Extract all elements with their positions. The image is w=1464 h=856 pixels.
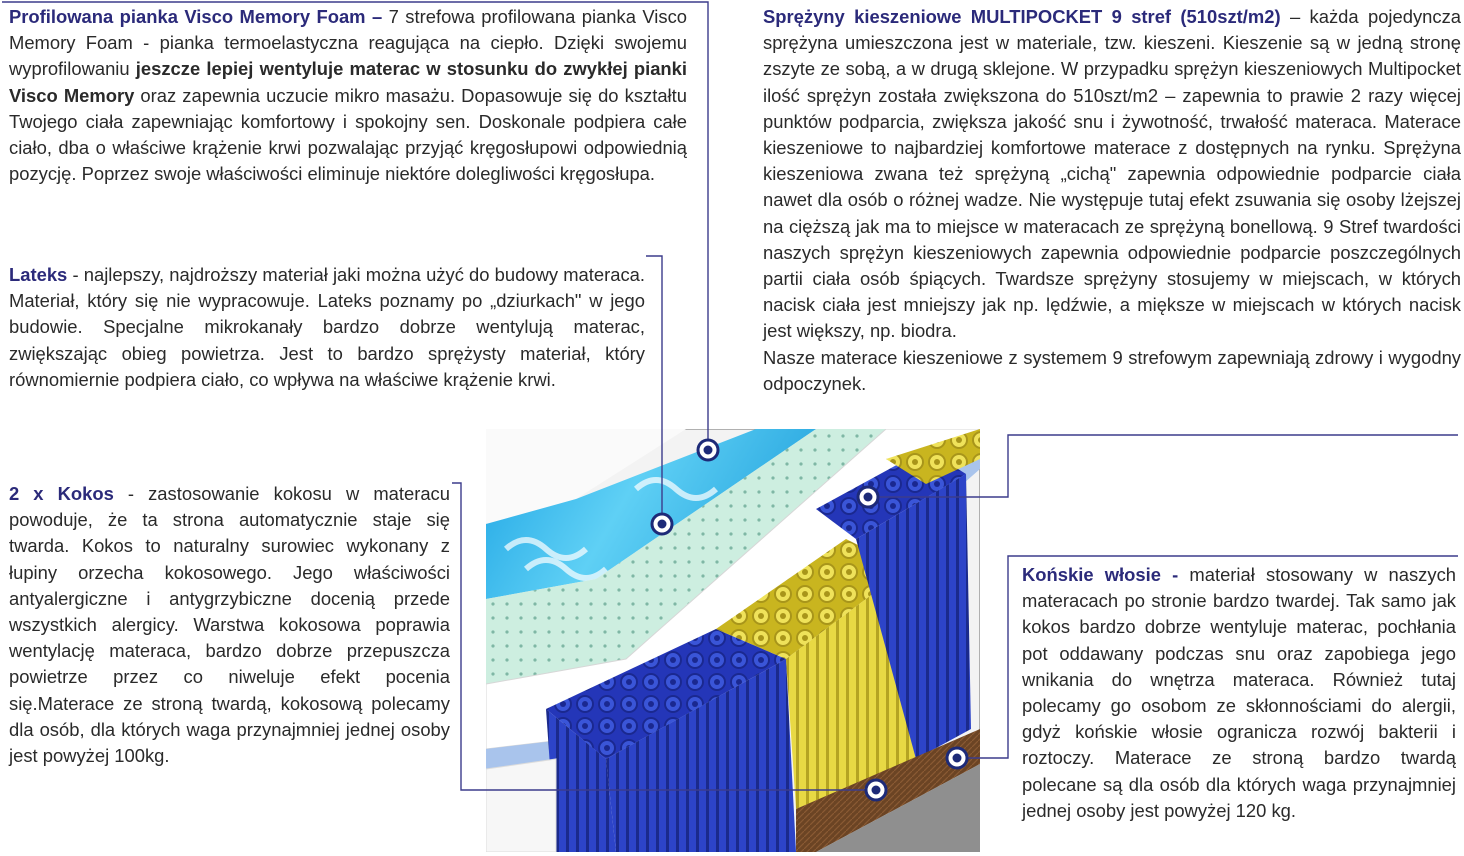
horsehair-section — [1022, 562, 1456, 824]
pocket-springs-text: – każda pojedyncza sprężyna umieszczona jest w materiale, tzw. kieszeni. Kieszenie są w jedną stronę zszyte ze sobą, a w drugą sklejone. W przypadku sprężyn kieszeniowych Multipocket ilość sprężyn została zwiększona do 510szt/m2 – zapewnia to prawie 2 razy więcej punktów podparcia, zwiększa jakość snu i żywotność, trwałość materaca. Materace kieszeniowe to najbardziej komfortowe materace z dostępnych na rynku. Sprężyna kieszeniowa zwana też sprężyną „cichą" zapewnia odpowiednie podparcie ciała nawet dla osób o różnej wadze. Nie występuje tutaj efekt zsuwania się osoby lżejszej na cięższą jak ma to miejsce w materacach ze sprężyną bonellową. 9 Stref twardości naszych sprężyn kieszeniowych zapewnia odpowiednie podparcie poszczególnych partii ciała osób śpiących. Twardsze sprężyny stosujemy w miejscach, w których nacisk ciała jest mniejszy jak np. lędźwie, a miększe w miejscach w których nacisk jest większy, np. biodra. — [763, 6, 1462, 342]
visco-foam-text: 7 strefowa profilowana pianka Visco Memory Foam - pianka termoelastyczna reagująca na ciepło. Dzięki swojemu wyprofilowaniu — [9, 6, 687, 80]
coconut-section — [9, 481, 450, 769]
coconut-title: 2 x Kokos — [9, 483, 114, 504]
pocket-springs-title: Sprężyny kieszeniowe MULTIPOCKET 9 stref (510szt/m2) — [763, 6, 1281, 27]
coconut-text: - zastosowanie kokosu w materacu powoduje, że ta strona automatycznie staje się twarda. Kokos to naturalny surowiec wykonany z łupiny orzecha kokosowego. Jego właściwości antyalergiczne i antygrzybiczne docenią przede wszystkich alergicy. Warstwa kokosowa poprawia wentylację materaca, bardzo dobrze przepuszcza powietrze przez co niweluje efekt pocenia się.Materace ze stroną twardą, kokosową polecamy dla osób, dla których waga przynajmniej jednej osoby jest powyżej 100kg. — [9, 483, 450, 767]
visco-foam-section — [9, 4, 687, 187]
visco-foam-text-end: oraz zapewnia uczucie mikro masażu. Dopasowuje się do kształtu Twojego ciała zapewniając komfortowy i spokojny sen. Doskonale podpiera całe ciało, dba o właściwe krążenie krwi pozwalając przyjąć kręgosłupowi odpowiednią pozycję. Poprzez swoje właściwości eliminuje niektóre dolegliwości kręgosłupa. — [9, 84, 687, 185]
visco-foam-title: Profilowana pianka Visco Memory Foam – — [9, 6, 383, 27]
mattress-cross-section-image — [486, 429, 980, 852]
horsehair-title: Końskie włosie - — [1022, 564, 1179, 585]
pocket-springs-section — [763, 4, 1461, 397]
visco-foam-bold: jeszcze lepiej wentyluje materac w stosunku do zwykłej pianki Visco Memory — [9, 58, 687, 106]
horsehair-text: materiał stosowany w naszych materacach po stronie bardzo twardej. Tak samo jak kokos bardzo dobrze wentyluje materac, pochłania pot oddawany podczas snu oraz zapobiega jego wnikania do wnętrza materaca. Również tutaj polecamy go osobom ze skłonnościami do alergii, gdyż końskie włosie ogranicza rozwój bakterii i roztoczy. Materace ze stroną bardzo twardą polecane są dla osób dla których waga przynajmniej jednej osoby jest powyżej 120 kg. — [1022, 564, 1456, 821]
pocket-springs-summary: Nasze materace kieszeniowe z systemem 9 strefowym zapewniają zdrowy i wygodny odpoczynek. — [763, 346, 1461, 394]
latex-text: - najlepszy, najdroższy materiał jaki można użyć do budowy materaca. Materiał, który się nie wypracowuje. Lateks poznamy po „dziurkach" w jego budowie. Specjalne mikrokanały bardzo dobrze wentylują materac, zwiększając obieg powietrza. Jest to bardzo sprężysty materiał, który równomiernie podpiera ciało, co wpływa na właściwe krążenie krwi. — [9, 264, 645, 390]
latex-section — [9, 262, 645, 393]
latex-title: Lateks — [9, 264, 68, 285]
